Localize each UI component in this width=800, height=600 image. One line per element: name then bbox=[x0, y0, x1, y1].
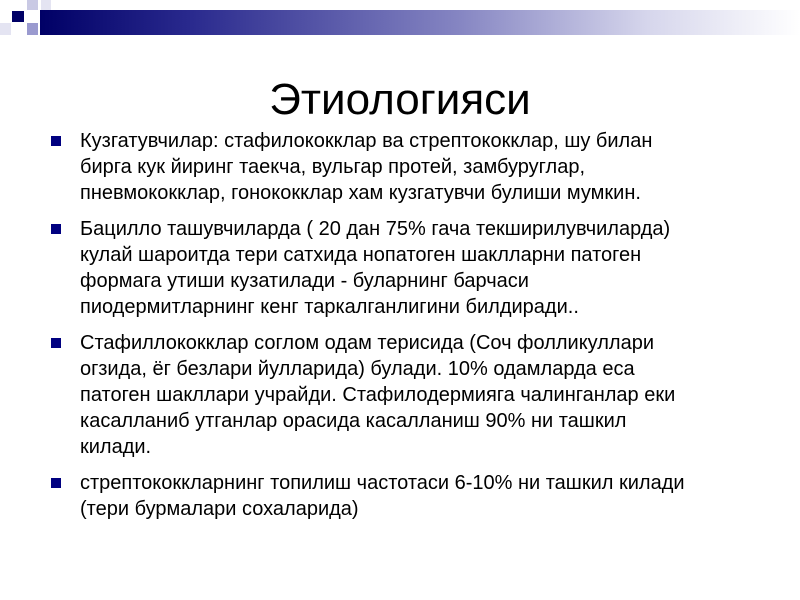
bullet-line: патоген шакллари учрайди. Стафилодермияга чалинганлар еки bbox=[80, 384, 676, 406]
bullet-line: Бацилло ташувчиларда ( 20 дан 75% гача текширилувчиларда) bbox=[80, 218, 671, 240]
bullet-list bbox=[0, 128, 800, 532]
slide-title: Этиологияси bbox=[269, 75, 531, 124]
bullet-line: пневмококклар, гонококклар хам кузгатувчи булиши мумкин. bbox=[80, 182, 641, 204]
bullet-line: бирга кук йиринг таекча, вульгар протей, замбуруглар, bbox=[80, 156, 585, 178]
bullet-line: Стафиллококклар соглом одам терисида (Соч фолликуллари bbox=[80, 332, 655, 354]
square-bullet-icon bbox=[51, 136, 61, 146]
bullet-item bbox=[0, 216, 800, 320]
decor-square bbox=[0, 23, 11, 35]
bullet-item bbox=[0, 330, 800, 460]
square-bullet-icon bbox=[51, 338, 61, 348]
bullet-line: стрептококкларнинг топилиш частотаси 6-10% ни ташкил килади bbox=[80, 472, 685, 494]
header-decoration bbox=[0, 0, 800, 48]
bullet-line: кулай шароитда тери сатхида нопатоген шаклларни патоген bbox=[80, 244, 642, 266]
bullet-line: касалланиб утганлар орасида касалланиш 90% ни ташкил bbox=[80, 410, 627, 432]
decor-square bbox=[27, 23, 38, 35]
square-bullet-icon bbox=[51, 224, 61, 234]
decor-square bbox=[27, 0, 38, 10]
square-bullet-icon bbox=[51, 478, 61, 488]
decor-square bbox=[41, 0, 51, 10]
bullet-line: пиодермитларнинг кенг таркалганлигини билдиради.. bbox=[80, 296, 579, 318]
bullet-item bbox=[0, 470, 800, 522]
bullet-line: (тери бурмалари сохаларида) bbox=[80, 498, 359, 520]
decor-square bbox=[12, 11, 24, 22]
bullet-line: огзида, ёг безлари йулларида) булади. 10% одамларда еса bbox=[80, 358, 635, 380]
bullet-item bbox=[0, 128, 800, 206]
header-gradient-bar bbox=[40, 10, 800, 35]
bullet-line: формага утиши кузатилади - буларнинг барчаси bbox=[80, 270, 529, 292]
bullet-line: Кузгатувчилар: стафилококклар ва стрептококклар, шу билан bbox=[80, 130, 653, 152]
bullet-line: килади. bbox=[80, 436, 152, 458]
